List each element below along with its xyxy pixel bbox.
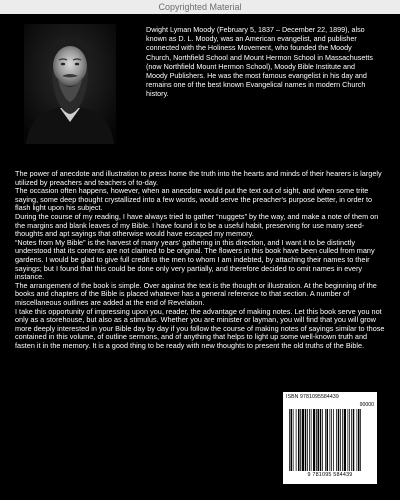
barcode-bar: [338, 409, 340, 471]
barcode-bar: [360, 409, 361, 471]
barcode-bar: [316, 409, 317, 471]
copyright-banner: Copyrighted Material: [0, 0, 400, 14]
barcode-bar: [342, 409, 343, 471]
barcode-digits: 9 781095 584439: [307, 472, 353, 478]
description-paragraph: During the course of my reading, I have always tried to gather “nuggets” by the way, and make a note of them on the margins and blank leaves of my Bible. I have found it to be a useful habit, preserving for use many seed-thoughts and apt sayings that otherwise would have escaped my memory.: [15, 211, 379, 239]
barcode-bar: [333, 409, 334, 471]
barcode-bar: [327, 409, 329, 471]
author-portrait-image: [24, 24, 116, 144]
description-paragraph: The power of anecdote and illustration to press home the truth into the hearts and minds of their hearers is largely utilized by preachers and teachers of to-day.: [15, 169, 382, 187]
author-bio: Dwight Lyman Moody (February 5, 1837 – December 22, 1899), also known as D. L. Moody, was an American evangelist, and publisher connected with the Holiness Movement, who founded the Moody Church, Northfield School and Mount Hermon School in Massachusetts (now Northfield Mount Hermon School), Moody Bible Institute and Moody Publishers. He was the most famous evangelist in his day and remains one of the best known Evangelical names in modern Church history.: [146, 25, 373, 99]
barcode-bar: [344, 409, 346, 471]
barcode-bar: [348, 409, 349, 471]
barcode-bar: [296, 409, 297, 471]
description-paragraph: The arrangement of the book is simple. Over against the text is the thought or illustration. At the beginning of the books and chapters of the Bible is placed whatever has a general reference to that section. A number of miscellaneous outlines are added at the end of Revelation.: [15, 280, 377, 307]
barcode-bar: [307, 409, 308, 471]
barcode-bar: [351, 409, 352, 471]
barcode-bar: [318, 409, 320, 471]
barcode-bar: [300, 409, 301, 471]
barcode-bar: [320, 409, 322, 471]
barcode-bar: [311, 409, 312, 471]
isbn-label: ISBN 9781095584439: [286, 394, 339, 400]
barcode-bar: [353, 409, 355, 471]
barcode-bar: [298, 409, 300, 471]
description-paragraph: “Notes from My Bible” is the harvest of many years' gathering in this direction, and I want it to be distinctly understood that its contents are not claimed to be original. The flowers in this book have been culled from many gardens. I would be glad to give full credit to the men to whom I am indebted, by attaching their names to their sayings; but I found that this could be done only very partially, and therefore decided to omit names in every instance.: [15, 237, 375, 282]
barcode-bar: [358, 409, 360, 471]
barcode-bar: [302, 409, 304, 471]
barcode-bar: [305, 409, 307, 471]
barcode-bar: [322, 409, 323, 471]
barcode-bar: [291, 409, 293, 471]
barcode-bar: [309, 409, 310, 471]
barcode-bar: [340, 409, 341, 471]
barcode-bar: [325, 409, 326, 471]
author-portrait: [24, 24, 116, 144]
barcode-bar: [313, 409, 315, 471]
barcode-bar: [336, 409, 337, 471]
price-code: 90000: [359, 402, 374, 408]
barcode-bar: [289, 409, 290, 471]
description-paragraph: The occasion often happens, however, when an anecdote would put the text out of sight, and when some trite saying, some deep thought crystallized into a few words, would serve the preacher's purpose better, in order to flash light upon his subject.: [15, 186, 373, 213]
book-description: [15, 170, 386, 350]
isbn-barcode: [283, 392, 377, 484]
barcode-bar: [331, 409, 332, 471]
barcode-bar: [349, 409, 350, 471]
barcode-bar: [330, 409, 331, 471]
barcode-bars: [287, 409, 373, 471]
barcode-bar: [357, 409, 358, 471]
description-paragraph: I take this opportunity of impressing upon you, reader, the advantage of making notes. Let this book serve you not only as a storehouse, but also as a stimulus. Whether you are minister or layman, you will find that you will grow more deeply interested in your Bible day by day if you follow the course of making notes of sayings similar to those contained in this volume, of outline sermons, and of anything that helps to light up some well-known truth and fasten it in the memory. It is a good thing to be ready with new thoughts to present the old truths of the Bible.: [15, 306, 385, 350]
barcode-bar: [293, 409, 294, 471]
